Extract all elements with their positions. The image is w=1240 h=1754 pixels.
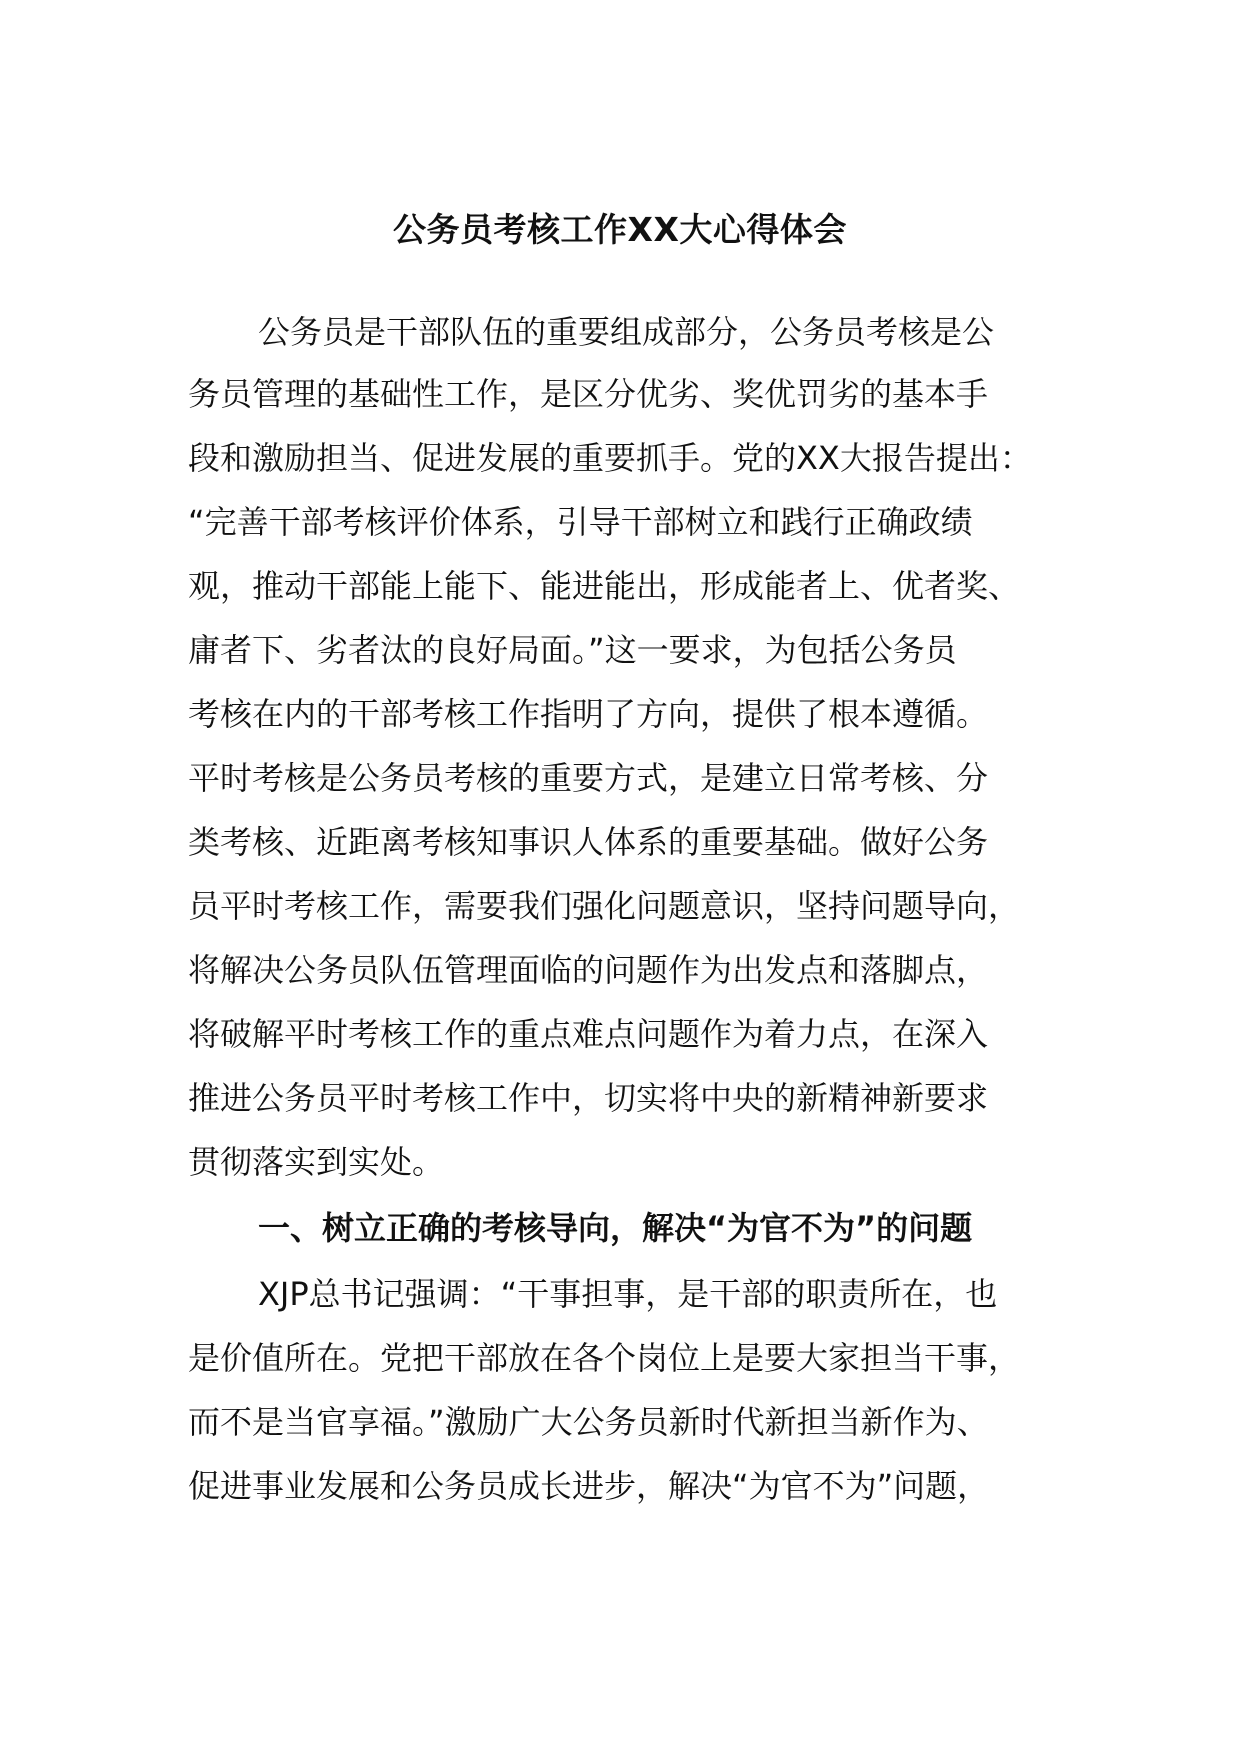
paragraph-line: 考核在内的干部考核工作指明了方向，提供了根本遵循。 xyxy=(188,695,989,733)
paragraph-line: 将解决公务员队伍管理面临的问题作为出发点和落脚点， xyxy=(188,951,989,989)
paragraph-line: 贯彻落实到实处。 xyxy=(188,1143,445,1181)
paragraph-line: 庸者下、劣者汰的良好局面。”这一要求，为包括公务员 xyxy=(188,631,957,669)
paragraph-line: 促进事业发展和公务员成长进步，解决“为官不为”问题， xyxy=(188,1467,990,1505)
paragraph-line: 观，推动干部能上能下、能进能出，形成能者上、优者奖、 xyxy=(188,567,1021,605)
paragraph-line: 员平时考核工作，需要我们强化问题意识，坚持问题导向， xyxy=(188,887,1021,925)
paragraph-line: XJP总书记强调：“干事担事，是干部的职责所在，也 xyxy=(258,1275,998,1313)
paragraph-line: 平时考核是公务员考核的重要方式，是建立日常考核、分 xyxy=(188,759,989,797)
section-heading: 一、树立正确的考核导向，解决“为官不为”的问题 xyxy=(258,1209,973,1247)
paragraph-line: 类考核、近距离考核知事识人体系的重要基础。做好公务 xyxy=(188,823,989,861)
paragraph-line: “完善干部考核评价体系，引导干部树立和践行正确政绩 xyxy=(188,503,973,541)
paragraph-line: 务员管理的基础性工作，是区分优劣、奖优罚劣的基本手 xyxy=(188,375,989,413)
paragraph-line: 将破解平时考核工作的重点难点问题作为着力点，在深入 xyxy=(188,1015,989,1053)
paragraph-line: 段和激励担当、促进发展的重要抓手。党的XX大报告提出： xyxy=(188,439,1032,477)
document-title: 公务员考核工作XX大心得体会 xyxy=(393,210,847,249)
paragraph-line: 推进公务员平时考核工作中，切实将中央的新精神新要求 xyxy=(188,1079,989,1117)
paragraph-line: 公务员是干部队伍的重要组成部分，公务员考核是公 xyxy=(258,313,995,351)
paragraph-line: 是价值所在。党把干部放在各个岗位上是要大家担当干事， xyxy=(188,1339,1021,1377)
paragraph-line: 而不是当官享福。”激励广大公务员新时代新担当新作为、 xyxy=(188,1403,989,1441)
